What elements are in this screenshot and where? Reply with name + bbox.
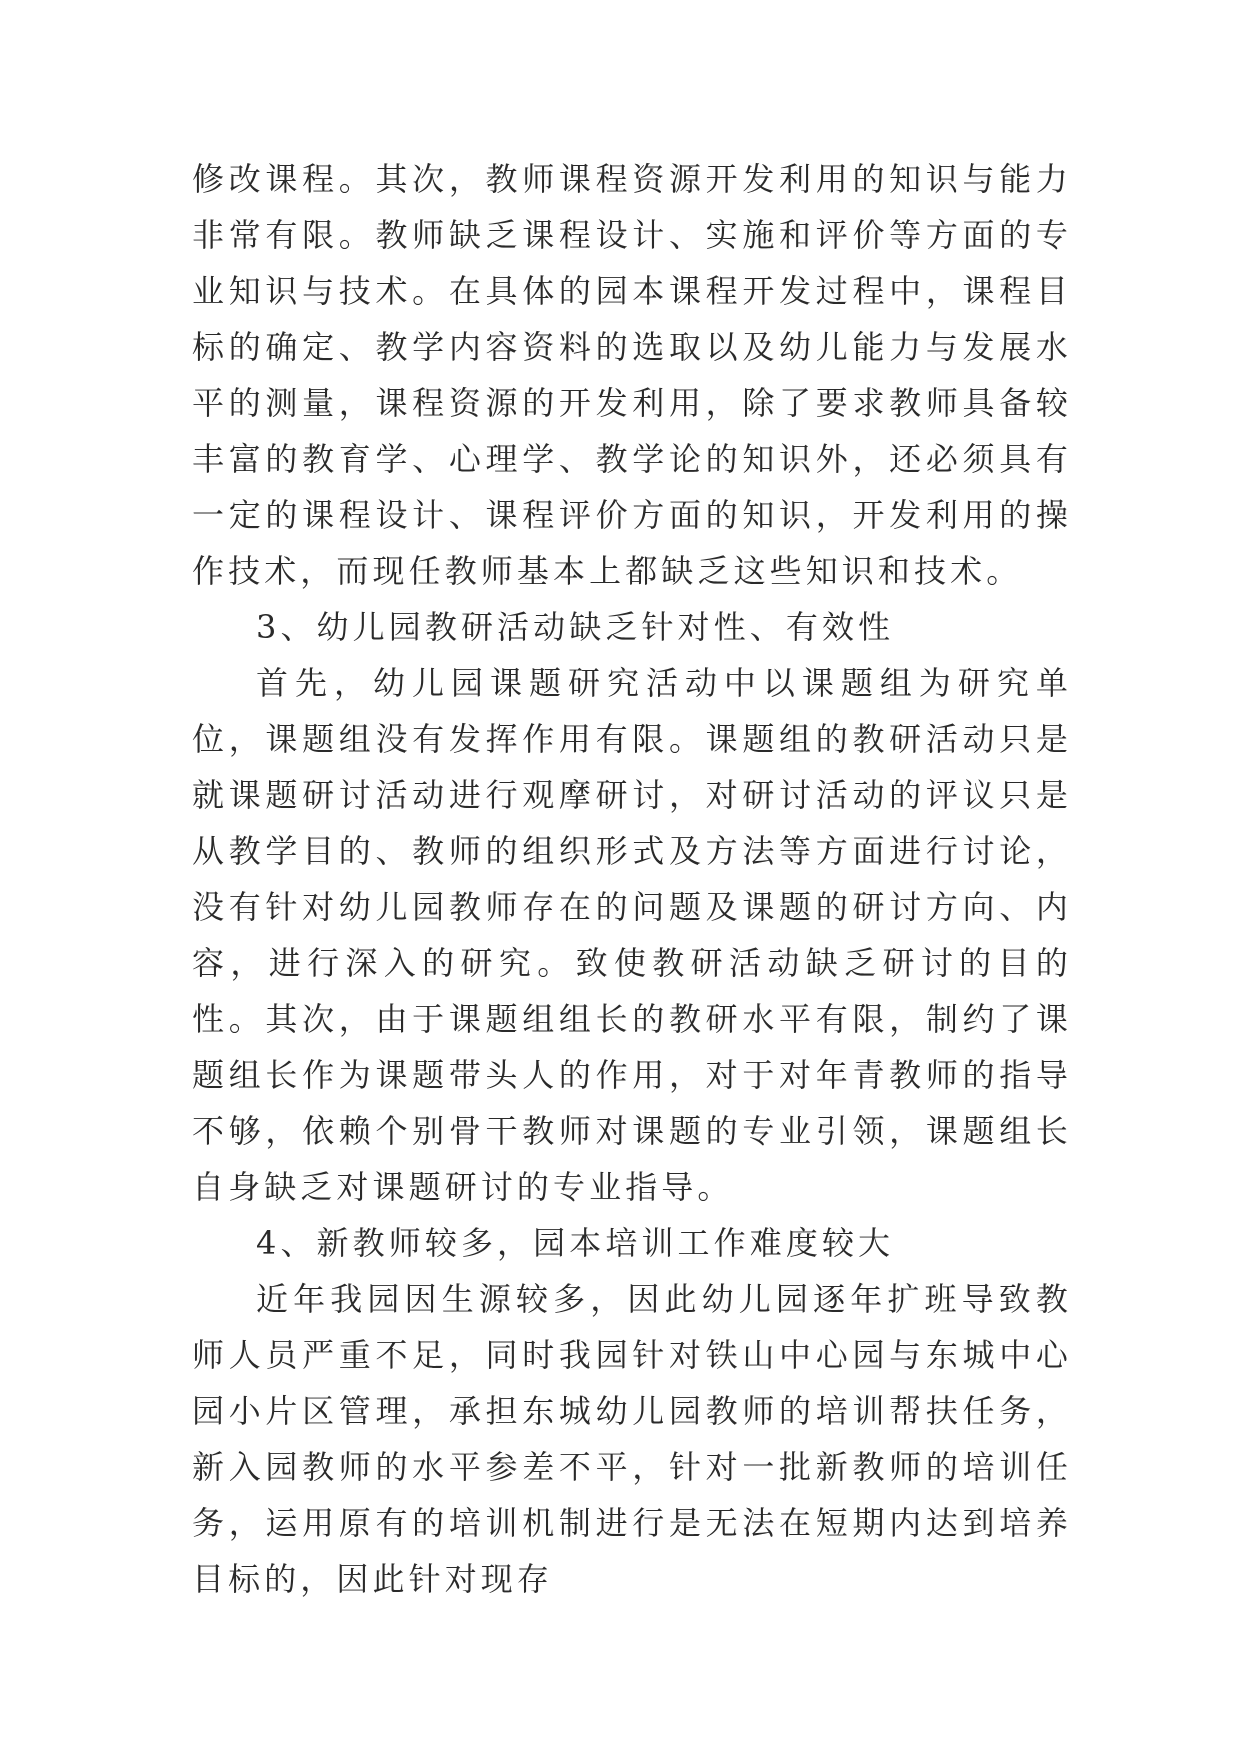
document-body — [192, 151, 1072, 1607]
paragraph-research-activities: 首先，幼儿园课题研究活动中以课题组为研究单位，课题组没有发挥作用有限。课题组的教研活动只是就课题研讨活动进行观摩研讨，对研讨活动的评议只是从教学目的、教师的组织形式及方法等方面进行讨论，没有针对幼儿园教师存在的问题及课题的研讨方向、内容，进行深入的研究。致使教研活动缺乏研讨的目的性。其次，由于课题组组长的教研水平有限，制约了课题组长作为课题带头人的作用，对于对年青教师的指导不够，依赖个别骨干教师对课题的专业引领，课题组长自身缺乏对课题研讨的专业指导。 — [192, 664, 1072, 1206]
section-heading-3: 3、幼儿园教研活动缺乏针对性、有效性 — [256, 608, 895, 646]
section-heading-4: 4、新教师较多，园本培训工作难度较大 — [256, 1224, 895, 1262]
paragraph-continuation: 修改课程。其次，教师课程资源开发利用的知识与能力非常有限。教师缺乏课程设计、实施和评价等方面的专业知识与技术。在具体的园本课程开发过程中，课程目标的确定、教学内容资料的选取以及幼儿能力与发展水平的测量，课程资源的开发利用，除了要求教师具备较丰富的教育学、心理学、教学论的知识外，还必须具有一定的课程设计、课程评价方面的知识，开发利用的操作技术，而现任教师基本上都缺乏这些知识和技术。 — [192, 160, 1072, 590]
paragraph-new-teachers: 近年我园因生源较多，因此幼儿园逐年扩班导致教师人员严重不足，同时我园针对铁山中心园与东城中心园小片区管理，承担东城幼儿园教师的培训帮扶任务，新入园教师的水平参差不平，针对一批新教师的培训任务，运用原有的培训机制进行是无法在短期内达到培养目标的，因此针对现存 — [192, 1280, 1072, 1598]
